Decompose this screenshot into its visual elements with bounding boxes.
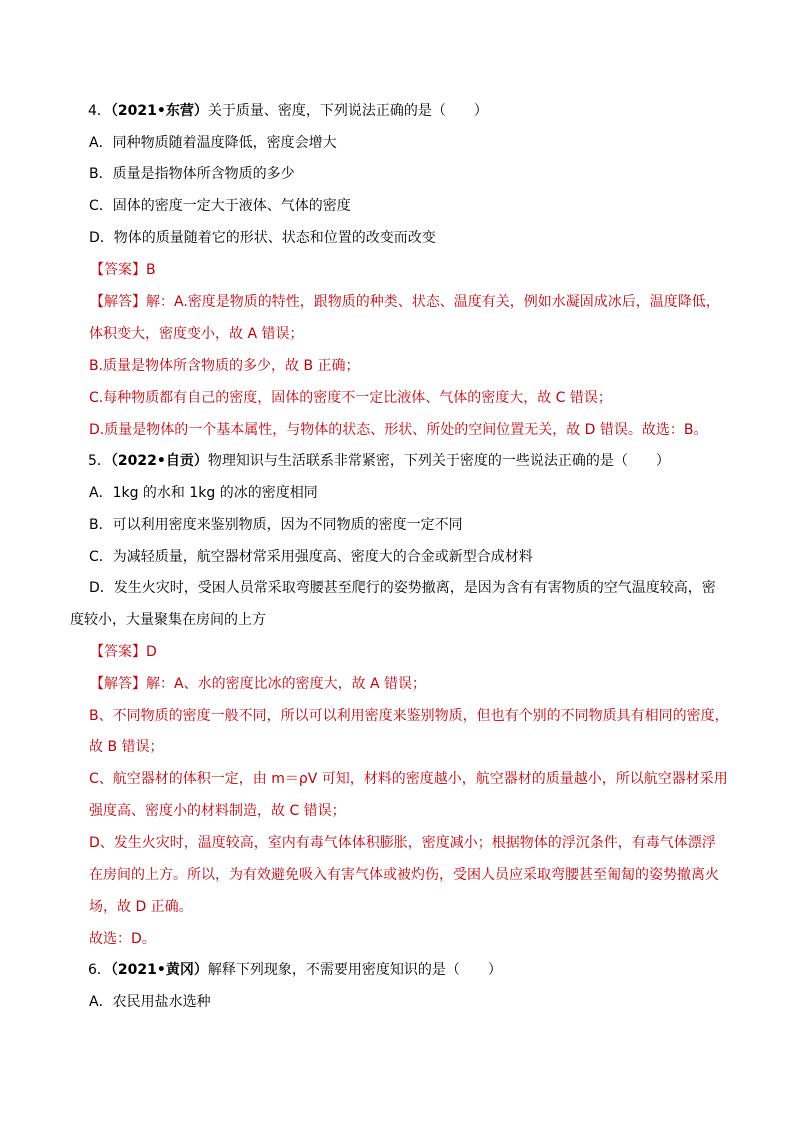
question-4-option-c: C．固体的密度一定大于液体、气体的密度: [89, 198, 351, 214]
question-4-analysis-line-4: C.每种物质都有自己的密度，固体的密度不一定比液体、气体的密度大，故 C 错误；: [89, 390, 612, 406]
question-4-option-d: D．物体的质量随着它的形状、状态和位置的改变而改变: [89, 230, 436, 246]
question-number: 6．: [88, 962, 111, 978]
question-4-answer: [90, 260, 156, 280]
question-4-option-a: A．同种物质随着温度降低，密度会增大: [89, 135, 337, 151]
question-5-analysis-line-7: 在房间的上方。所以，为有效避免吸入有害气体或被灼伤，受困人员应采取弯腰甚至匍匐的姿势撤离火: [89, 867, 719, 883]
question-4-analysis-line-3: B.质量是物体所含物质的多少，故 B 正确；: [89, 358, 360, 374]
question-5-analysis-line-1: [90, 674, 426, 694]
question-5-answer: [90, 642, 157, 662]
question-4-analysis-line-1: [90, 292, 720, 312]
question-5-stem: [88, 451, 670, 471]
question-5-analysis-line-8: 场，故 D 正确。: [89, 899, 193, 915]
question-5-option-d-continued: 度较小，大量聚集在房间的上方: [70, 612, 266, 628]
question-text: 物理知识与生活联系非常紧密，下列关于密度的一些说法正确的是（ ）: [207, 453, 670, 469]
question-5-analysis-line-5: 强度高、密度小的材料制造，故 C 错误；: [89, 803, 346, 819]
answer-tag: 【答案】: [90, 644, 146, 660]
question-5-option-b: B．可以利用密度来鉴别物质，因为不同物质的密度一定不同: [89, 517, 463, 533]
question-5-analysis-line-9: 故选：D。: [89, 931, 156, 947]
question-5-option-a: A．1kg 的水和 1kg 的冰的密度相同: [89, 485, 318, 501]
question-5-analysis-line-2: B、不同物质的密度一般不同，所以可以利用密度来鉴别物质，但也有个别的不同物质具有相同的密度，: [89, 708, 729, 724]
question-source: （2022•自贡）: [110, 453, 208, 469]
analysis-tag: 【解答】: [90, 294, 146, 310]
question-5-analysis-line-4: C、航空器材的体积一定，由 m＝ρV 可知，材料的密度越小，航空器材的质量越小，所以航空器材采用: [89, 771, 728, 787]
answer-tag: 【答案】: [90, 262, 146, 278]
question-4-stem: [88, 101, 488, 121]
question-4-analysis-line-2: 体积变大，密度变小，故 A 错误；: [89, 326, 304, 342]
question-6-option-a: A．农民用盐水选种: [89, 994, 211, 1010]
question-6-stem: [88, 960, 502, 980]
answer-value: B: [146, 262, 156, 278]
question-5-option-d: D．发生火灾时，受困人员常采取弯腰甚至爬行的姿势撤离，是因为含有有害物质的空气温度较高，密: [89, 580, 716, 596]
question-source: （2021•黄冈）: [110, 962, 208, 978]
question-text: 关于质量、密度，下列说法正确的是（ ）: [207, 103, 488, 119]
question-text: 解释下列现象，不需要用密度知识的是（ ）: [207, 962, 502, 978]
question-number: 5．: [88, 453, 111, 469]
question-number: 4．: [88, 103, 111, 119]
analysis-text: 解：A、水的密度比冰的密度大，故 A 错误；: [146, 676, 427, 692]
analysis-text: 解：A.密度是物质的特性，跟物质的种类、状态、温度有关，例如水凝固成冰后，温度降低，: [146, 294, 720, 310]
question-4-analysis-line-5: D.质量是物体的一个基本属性，与物体的状态、形状、所处的空间位置无关，故 D 错误。故选：B。: [89, 422, 708, 438]
analysis-tag: 【解答】: [90, 676, 146, 692]
question-5-analysis-line-6: D、发生火灾时，温度较高，室内有毒气体体积膨胀，密度减小；根据物体的浮沉条件，有毒气体漂浮: [89, 835, 716, 851]
answer-value: D: [146, 644, 157, 660]
question-source: （2021•东营）: [110, 103, 208, 119]
question-4-option-b: B．质量是指物体所含物质的多少: [89, 166, 295, 182]
question-5-analysis-line-3: 故 B 错误；: [89, 739, 164, 755]
question-5-option-c: C．为减轻质量，航空器材常采用强度高、密度大的合金或新型合成材料: [89, 549, 533, 565]
